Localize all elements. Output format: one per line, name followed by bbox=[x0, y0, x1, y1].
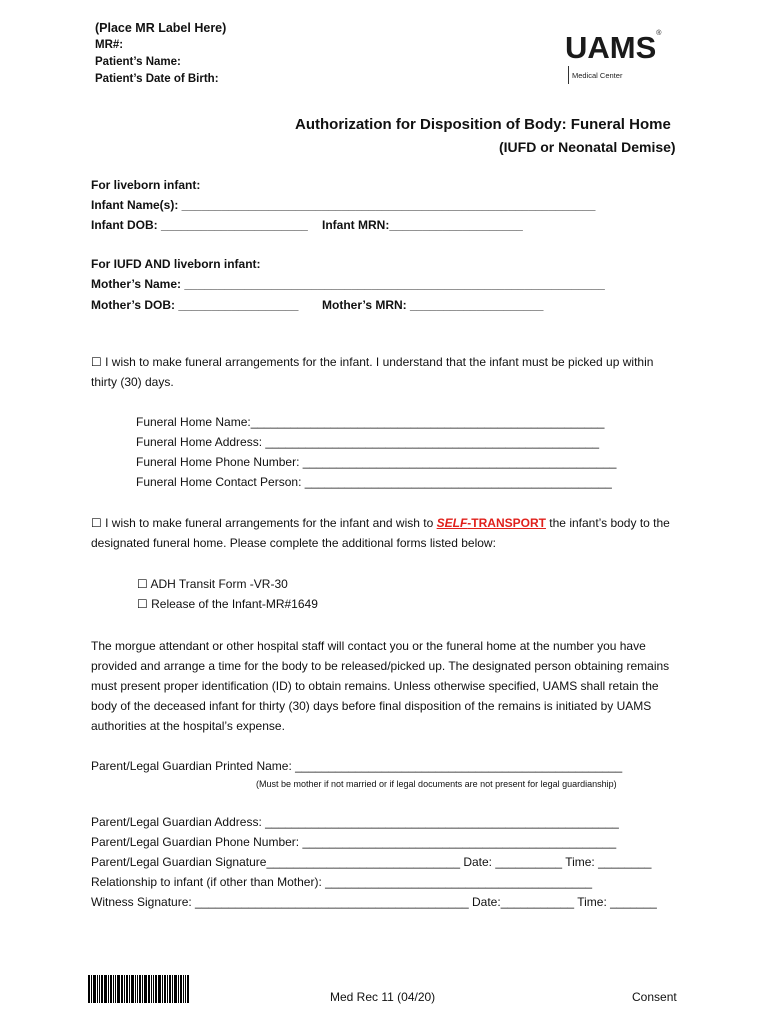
barcode-image bbox=[88, 975, 204, 1003]
mr-label-placeholder: (Place MR Label Here) bbox=[95, 21, 227, 35]
logo-divider bbox=[568, 66, 569, 84]
guardian-phone-field[interactable]: Parent/Legal Guardian Phone Number: _______________________________________________ bbox=[91, 835, 617, 849]
mother-mrn-field[interactable]: Mother’s MRN: ____________________ bbox=[322, 298, 544, 312]
mr-number-label: MR#: bbox=[95, 39, 124, 51]
self-highlight: SELF bbox=[436, 516, 468, 530]
witness-signature-field[interactable]: Witness Signature: _________________________________________ Date:___________ Time: _______ bbox=[91, 895, 657, 909]
iufd-heading: For IUFD AND liveborn infant: bbox=[91, 257, 261, 271]
relationship-field[interactable]: Relationship to infant (if other than Mother): ________________________________________ bbox=[91, 875, 593, 889]
form-number: Med Rec 11 (04/20) bbox=[330, 990, 436, 1004]
funeral-home-address-field[interactable]: Funeral Home Address: __________________________________________________ bbox=[136, 435, 600, 449]
patient-name-label: Patient’s Name: bbox=[95, 56, 181, 68]
option2-checkbox[interactable]: ☐ bbox=[91, 516, 102, 530]
release-label: Release of the Infant-MR#1649 bbox=[151, 597, 318, 611]
mother-name-field[interactable]: Mother’s Name: _______________________________________________________________ bbox=[91, 277, 605, 291]
guardian-printed-name-field[interactable]: Parent/Legal Guardian Printed Name: _________________________________________________ bbox=[91, 759, 623, 773]
infant-mrn-field[interactable]: Infant MRN:____________________ bbox=[322, 218, 523, 232]
mother-dob-field[interactable]: Mother’s DOB: __________________ bbox=[91, 298, 299, 312]
form-category: Consent bbox=[632, 990, 677, 1004]
page-subtitle: (IUFD or Neonatal Demise) bbox=[499, 139, 676, 155]
option2-text-after: the infant’s body to the designated funeral home. Please complete the additional forms listed below: bbox=[91, 516, 670, 550]
patient-dob-label: Patient’s Date of Birth: bbox=[95, 73, 219, 85]
guardian-signature-field[interactable]: Parent/Legal Guardian Signature_____________________________ Date: __________ Time: ________ bbox=[91, 855, 652, 869]
liveborn-heading: For liveborn infant: bbox=[91, 178, 201, 192]
uams-logo bbox=[565, 30, 661, 66]
logo-wordmark: UAMS bbox=[565, 30, 657, 65]
funeral-home-phone-field[interactable]: Funeral Home Phone Number: _______________________________________________ bbox=[136, 455, 617, 469]
infant-names-field[interactable]: Infant Name(s): ______________________________________________________________ bbox=[91, 198, 596, 212]
option1-checkbox[interactable]: ☐ bbox=[91, 355, 102, 369]
release-checkbox[interactable]: ☐ bbox=[137, 597, 148, 611]
infant-dob-field[interactable]: Infant DOB: ______________________ bbox=[91, 218, 308, 232]
guardian-address-field[interactable]: Parent/Legal Guardian Address: _____________________________________________________ bbox=[91, 815, 619, 829]
page-title: Authorization for Disposition of Body: Funeral Home bbox=[295, 116, 671, 133]
option-self-transport bbox=[91, 513, 681, 553]
option-funeral-arrangements bbox=[91, 352, 681, 392]
form-release-infant bbox=[137, 597, 318, 611]
guardian-note: (Must be mother if not married or if legal documents are not present for legal guardianship) bbox=[256, 779, 617, 789]
option1-text: I wish to make funeral arrangements for the infant. I understand that the infant must be picked up within thirty (30) days. bbox=[91, 355, 654, 389]
logo-subtitle: Medical Center bbox=[572, 71, 623, 80]
funeral-home-contact-field[interactable]: Funeral Home Contact Person: ______________________________________________ bbox=[136, 475, 612, 489]
form-adh-transit bbox=[137, 577, 288, 591]
morgue-paragraph: The morgue attendant or other hospital staff will contact you or the funeral home at the number you have provided and arrange a time for the body to be released/picked up. The designated person obtaining remains must present proper identification (ID) to obtain remains. Unless otherwise specified, UAMS shall retain the body of the deceased infant for thirty (30) days before final disposition of the remains is initiated by UAMS authorities at the hospital’s expense. bbox=[91, 639, 670, 733]
option2-text-before: I wish to make funeral arrangements for the infant and wish to bbox=[105, 516, 437, 530]
adh-checkbox[interactable]: ☐ bbox=[137, 577, 148, 591]
funeral-home-name-field[interactable]: Funeral Home Name:_____________________________________________________ bbox=[136, 415, 605, 429]
adh-label: ADH Transit Form -VR-30 bbox=[147, 577, 288, 591]
transport-highlight: -TRANSPORT bbox=[467, 516, 546, 530]
registered-mark: ® bbox=[656, 30, 662, 37]
